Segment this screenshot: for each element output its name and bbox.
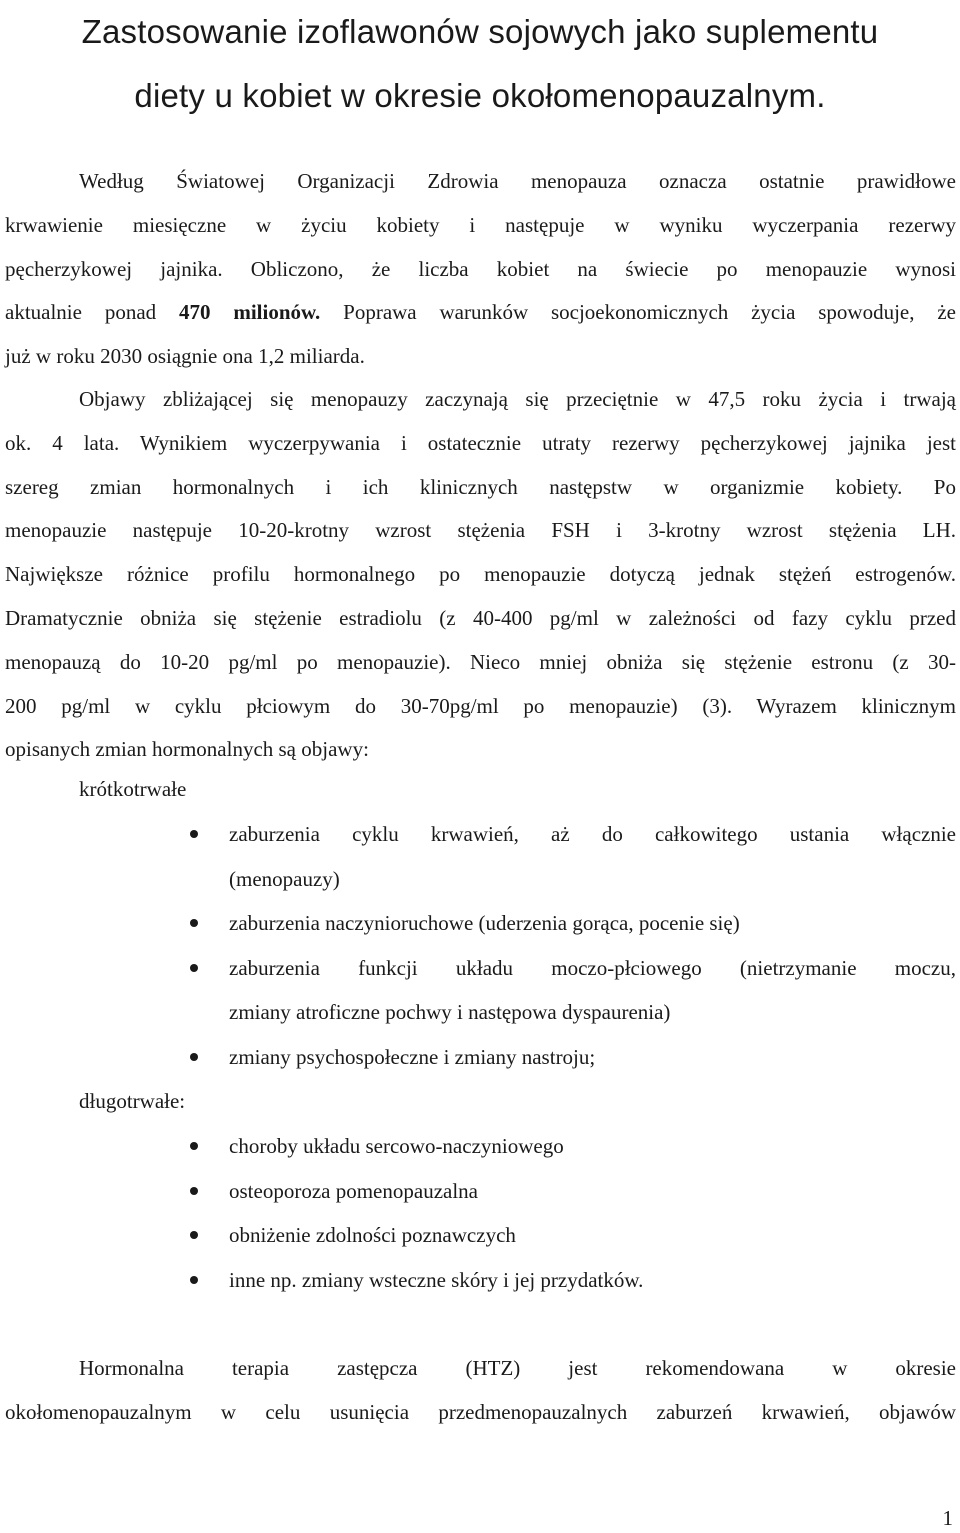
list-item (0, 1213, 956, 1258)
bullet-icon (190, 964, 198, 972)
text-line: Dramatycznie obniża się stężenie estradiolu (z 40-400 pg/ml w zależności od fazy cyklu przed (5, 605, 956, 630)
list-item (0, 901, 956, 946)
list-item (0, 1035, 956, 1080)
short-term-label: krótkotrwałe (79, 777, 187, 801)
text-line: opisanych zmian hormonalnych są objawy: (5, 737, 369, 762)
bullet-icon (190, 830, 198, 838)
list-item-text: zmiany atroficzne pochwy i następowa dyspaurenia) (229, 1000, 671, 1024)
text-line: już w roku 2030 osiągnie ona 1,2 miliarda. (5, 344, 365, 369)
paragraph-htz (5, 1347, 956, 1435)
list-item-text: zaburzenia funkcji układu moczo-płciowego (nietrzymanie moczu, (229, 955, 956, 980)
list-item (0, 1124, 956, 1169)
bullet-icon (190, 1053, 198, 1061)
bold-count: 470 milionów. (179, 300, 321, 325)
list-item (0, 812, 956, 901)
list-item-text: zaburzenia cyklu krwawień, aż do całkowitego ustania włącznie (229, 822, 956, 846)
text-line: Według Światowej Organizacji Zdrowia menopauza oznacza ostatnie prawidłowe (79, 169, 956, 193)
long-term-list (0, 1124, 956, 1302)
bullet-icon (190, 1142, 198, 1150)
list-item (0, 946, 956, 1035)
bullet-icon (190, 1187, 198, 1195)
text-line: menopauzie następuje 10-20-krotny wzrost stężenia FSH i 3-krotny wzrost stężenia LH. (5, 518, 956, 543)
list-item-text: osteoporoza pomenopauzalna (229, 1178, 478, 1203)
long-term-label: długotrwałe: (79, 1089, 186, 1113)
list-item (0, 1169, 956, 1214)
text-line: okołomenopauzalnym w celu usunięcia przedmenopauzalnych zaburzeń krwawień, objawów (5, 1399, 956, 1424)
text-line: Objawy zbliżającej się menopauzy zaczynają się przeciętnie w 47,5 roku życia i trwają (79, 387, 956, 411)
text-line: menopauzą do 10-20 pg/ml po menopauzie). Nieco mniej obniża się stężenie estronu (z 30- (5, 649, 956, 674)
text-fragment: aktualnie ponad (5, 300, 179, 325)
page-number: 1 (942, 1506, 953, 1530)
text-fragment: Poprawa warunków socjoekonomicznych życia spowoduje, że (320, 300, 956, 325)
bullet-icon (190, 1231, 198, 1239)
list-item (0, 1258, 956, 1303)
text-line: szereg zmian hormonalnych i ich klinicznych następstw w organizmie kobiety. Po (5, 474, 956, 499)
list-item-text: inne np. zmiany wsteczne skóry i jej przydatków. (229, 1267, 644, 1292)
text-line: krwawienie miesięczne w życiu kobiety i następuje w wyniku wyczerpania rezerwy (5, 212, 956, 237)
list-item-text: choroby układu sercowo-naczyniowego (229, 1134, 564, 1158)
list-item-text: obniżenie zdolności poznawczych (229, 1223, 516, 1247)
title-line-1: Zastosowanie izoflawonów sojowych jako suplementu (81, 13, 879, 50)
text-line: Największe różnice profilu hormonalnego po menopauzie dotyczą jednak stężeń estrogenów. (5, 562, 956, 587)
text-line: 200 pg/ml w cyklu płciowym do 30-70pg/ml po menopauzie) (3). Wyrazem klinicznym (5, 693, 956, 718)
list-item-text: zaburzenia naczynioruchowe (uderzenia gorąca, pocenie się) (229, 911, 740, 935)
paragraph-symptoms (5, 378, 956, 772)
paragraph-intro (5, 160, 956, 379)
text-line: ok. 4 lata. Wynikiem wyczerpywania i ostatecznie utraty rezerwy pęcherzykowej jajnika jest (5, 430, 956, 455)
short-term-list (0, 812, 956, 1079)
list-item-text: (menopauzy) (229, 866, 340, 891)
text-line: Hormonalna terapia zastępcza (HTZ) jest rekomendowana w okresie (79, 1356, 956, 1380)
title-line-2: diety u kobiet w okresie okołomenopauzalnym. (134, 77, 826, 114)
text-line: pęcherzykowej jajnika. Obliczono, że liczba kobiet na świecie po menopauzie wynosi (5, 256, 956, 281)
list-item-text: zmiany psychospołeczne i zmiany nastroju; (229, 1044, 596, 1069)
text-line (5, 291, 956, 335)
bullet-icon (190, 919, 198, 927)
page-title (0, 0, 960, 128)
bullet-icon (190, 1276, 198, 1284)
